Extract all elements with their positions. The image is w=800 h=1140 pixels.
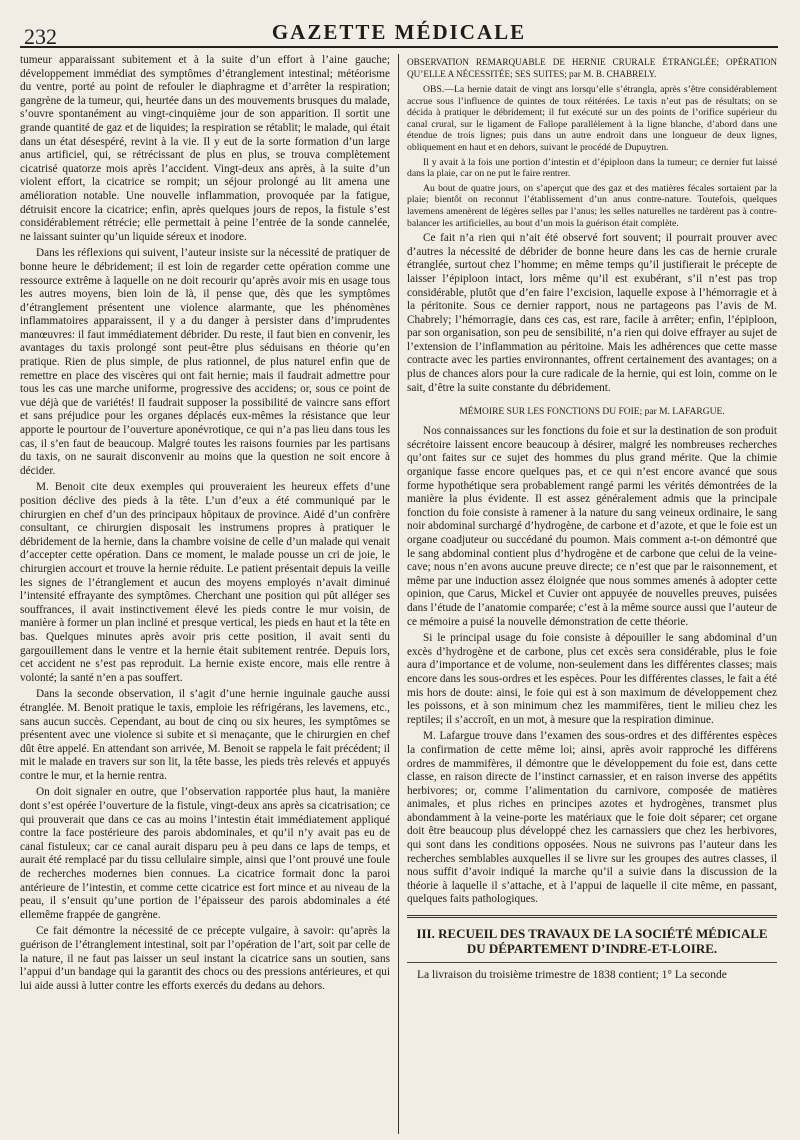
observation-title: OBSERVATION REMARQUABLE DE HERNIE CRURALE ÉTRANGLÉE; OPÉRATION QU’ELLE A NÉCESSITÉE; SES SUITES; par M. B. CHABRELY.: [407, 57, 777, 79]
page-header: [20, 10, 778, 48]
section-divider: [407, 962, 777, 963]
running-title: GAZETTE MÉDICALE: [271, 20, 527, 44]
paragraph: M. Lafargue trouve dans l’examen des sous-ordres et des différentes espèces la confirmation de cette même loi; ainsi, après avoir rapproché les différens ordres de mammifères, il démontre que le développement du foie est, dans cette classe, en raison directe de l’instinct carnassier, et en raison inverse des appétits herbivores; or, comme l’alimentation du carnivore, composée de matières animales, et plus riches en principes azotes et hydrogènes, transmet plus abondamment à la veine-porte les matériaux que le foie doit séparer; cet organe doit être beaucoup plus développé chez les carnassiers que chez les herbivores, qui sont dans les conditions opposées. Nous ne suivrons pas l’auteur dans les recherches semblables auxquelles il se livre sur les groupes des autres classes, il nous suffit d’avoir indiqué la marche qu’il a suivie dans la discussion de la théorie à laquelle il s’attache, et à l’appui de laquelle il cite même, en passant, quelques faits pathologiques.: [407, 730, 777, 906]
page-number: 232: [24, 24, 57, 49]
paragraph: Ce fait démontre la nécessité de ce précepte vulgaire, à savoir: qu’après la guérison de l’étranglement intestinal, soit par l’opération de l’art, soit par celle de la nature, il ne faut pas laisser un seul instant la cicatrice sans un soutien, sans l’appui d’un bandage qui la garantit des chocs ou des pressions antérieures, et qui lui aide aussi à lutter contre les efforts exercés du dedans au dehors.: [20, 925, 390, 992]
paragraph: OBS.—La hernie datait de vingt ans lorsqu’elle s’étrangla, après s’être considérablement accrue sous l’influence de quintes de toux réitérées. Le taxis n’eut pas de résultats; on se décida à pratiquer le débridement; il fut exécuté sur un des points de l’orifice supérieur du canal crural, sur le ligament de Fallope parallèlement à la ligne blanche, d’abord dans une étendue de trois lignes; puis dans un autre endroit dans une longueur de deux lignes, obliquement en haut et en dehors, suivant le procédé de Dupuytren.: [407, 84, 777, 153]
column-divider: [398, 54, 399, 1134]
right-column: [407, 54, 777, 1134]
paragraph: Nos connaissances sur les fonctions du foie et sur la destination de son produit sécrétoire laissent encore beaucoup à désirer, malgré les nombreuses recherches qu’ont faites sur ce sujet des hommes du plus grand mérite. Que la chimie organique fasse encore quelques pas, et ce qui n’est encore avancé que sous forme hypothétique sera probablement rangé parmi les vérités démontrées de la manière la plus évidente. Il est assez généralement admis que la principale fonction du foie consiste à ramener à la nature du sang veineux ordinaire, le sang noir abdominal surchargé d’hydrogène, de carbone et d’azote, et que le foie est un organe coadjuteur ou succédané du poumon. Mais comment a-t-on démontré que le sang abdominal contient plus d’hydrogène et de carbone que celui de la veine-cave; nous n’en avons aucune preuve directe; ce n’est que par le raisonnement, et même par une induction assez éloignée que nous sommes amenés à adopter cette opinion, que Carus, Mickel et Cuvier ont appuyée de nouvelles preuves, puisées dans l’étude de l’anatomie comparée; c’est à la même source aussi que l’auteur de ce mémoire a puisé la nouvelle démonstration de cette théorie.: [407, 425, 777, 628]
two-column-body: [20, 54, 778, 1134]
society-intro: La livraison du troisième trimestre de 1838 contient; 1° La seconde: [417, 969, 727, 982]
paragraph: Dans la seconde observation, il s’agit d’une hernie inguinale gauche aussi étranglée. M. Benoit pratique le taxis, emploie les réfrigérans, les lavemens, etc., sans aucun succès. Cependant, au bout de cinq ou six heures, les symptômes se présentent avec une violence si subite et si menaçante, que le chirurgien en chef dût être appelé. En attendant son arrivée, M. Benoit se rappela le fait précédent; il mit le malade en travers sur son lit, la tête basse, les pieds très relevés et appuyés contre le mur, et la hernie rentra.: [20, 688, 390, 782]
memoir-title: MÉMOIRE SUR LES FONCTIONS DU FOIE; par M. LAFARGUE.: [459, 407, 725, 418]
paragraph: Si le principal usage du foie consiste à dépouiller le sang abdominal d’un excès d’hydrogène et de carbone, plus cet excès sera considérable, plus le foie aura d’importance et de volume, non-seulement dans les différentes classes; mais encore dans les sous-ordres et les espèces. Pour les différentes classes, le fait a été mis hors de doute: ainsi, le foie qui est à son maximum de développement chez les poissons, et à son minimum chez les mammifères, tient le milieu chez les reptiles; il s’accroît, en un mot, à mesure que la respiration diminue.: [407, 632, 777, 726]
paragraph: Il y avait à la fois une portion d’intestin et d’épiploon dans la tumeur; ce dernier fut laissé dans la plaie, car on ne put le faire rentrer.: [407, 156, 777, 180]
paragraph: Dans les réflexions qui suivent, l’auteur insiste sur la nécessité de pratiquer de bonne heure le débridement; il est loin de regarder cette opération comme une ressource extrême à laquelle on ne doit recourir qu’après avoir mis en usage tous les autres moyens, bien loin de là, il pense que, dès que les symptômes d’étranglement présentent une violence alarmante, que les phénomènes inflammatoires apparaissent, il y a du danger à persister dans d’imprudentes manœuvres: il faut immédiatement débrider. Du reste, il faut bien en convenir, les avantages du taxis prolongé sont peut-être plus séduisans en théorie qu’en pratique. Rien de plus simple, de plus rationnel, de plus naturel enfin que de remettre en place des viscères qui ont fait hernie; mais il faudrait admettre pour tous les cas une marche uniforme, progressive des accidens; or, sous ce point de vue déjà que de variétés! Il faudrait supposer la possibilité de vaincre sans effort et sans préjudice pour les organes déplacés eux-mêmes la résistance que leur apporte le pourtour de l’ouverture aponévrotique, ce qui n’a pas lieu dans tous les cas, il s’en faut de beaucoup. Malgré toutes les raisons fournies par les partisans du taxis, on ne saurait disconvenir au moins que la question ne soit encore à décider.: [20, 247, 390, 477]
section-divider: [407, 915, 777, 918]
society-title: III. RECUEIL DES TRAVAUX DE LA SOCIÉTÉ MÉDICALE DU DÉPARTEMENT D’INDRE-ET-LOIRE.: [416, 926, 768, 957]
paragraph: tumeur apparaissant subitement et à la suite d’un effort à l’aine gauche; développement immédiat des symptômes d’étranglement intestinal; météorisme du ventre, porté au point de refouler le diaphragme et d’arrêter la respiration; gangrène de la tumeur, qui, heurtée dans un des mouvements brusques du malade, s’ouvre spontanément au vingt-cinquième jour de son apparition. Il sortit une grande quantité de gaz et de liquides; la respiration se rétablit; le malade, qui était dans un état désespéré, revint à la vie. Il y eut de la sorte formation d’un large anus artificiel, qui, se rétrécissant de plus en plus, se trouva complètement cicatrisé quatorze mois après l’accident. Vingt-deux ans après, à la suite d’un violent effort, la cicatrice se rompit; un séjour prolongé au lit amena une amélioration notable. Une nouvelle inflammation, provoquée par la fatigue, détruisit encore la cicatrice; enfin, après quelques jours de repos, la fistule s’est considérablement rétrécie; elle permettait à peine l’entrée de la sonde cannelée, ne laissant suinter qu’un liquide séreux et inodore.: [20, 54, 390, 243]
paragraph: Au bout de quatre jours, on s’aperçut que des gaz et des matières fécales sortaient par la plaie; bientôt on reconnut l’établissement d’un anus contre-nature. Toutefois, quelques lavemens amenèrent de légères selles par l’anus; les selles naturelles ne tardèrent pas à contre-balancer les artificielles, au bout d’un mois la guérison était complète.: [407, 182, 777, 229]
paragraph: M. Benoit cite deux exemples qui prouveraient les heureux effets d’une position déclive des pieds à la tête. L’un d’eux a été communiqué par le chirurgien en chef d’un des principaux hôpitaux de province. Aidé d’un confrère consultant, ce chirurgien disposait les instrumens propres à pratiquer le débridement de la hernie, dans la chambre voisine de celle d’un malade qui venait d’accepter cette opération. Dans ce moment, le malade pousse un cri de joie, le chirurgien accourt et trouve la hernie réduite. Le patient présentait depuis la veille les signes de l’étranglement et aucun des moyens employés n’avait diminué l’intensité effrayante des symptômes. Cherchant une position qui pût alléger ses souffrances, il avait instinctivement élevé les pieds contre le mur voisin, de manière à former un plan incliné et presque vertical, les pieds en haut et la tête en bas. Quelques minutes après avoir pris cette position, il avait senti du gargouillement dans le ventre et la hernie était subitement rentrée. Depuis lors, cet accident ne s’est pas reproduit. La hernie existe encore, mais elle rentre à volonté; la santé n’en a pas souffert.: [20, 481, 390, 684]
observation-body: [407, 84, 777, 229]
paragraph: On doit signaler en outre, que l’observation rapportée plus haut, la manière dont s’est opérée l’ouverture de la fistule, vingt-deux ans après sa cicatrisation; ce qui prouverait que dans ce cas au moins l’intestin était immédiatement appliqué contre la face postérieure des parois abdominales, et qu’il n’y avait pas eu de canal fistuleux; car ce canal aurait disparu peu à peu dans ce laps de temps, et aurait été remplacé par du tissu cellulaire simple, ainsi que l’ont prouvé une foule de recherches modernes bien connues. La cicatrice formait donc la paroi antérieure de l’intestin, et comme cette cicatrice est fort mince et au niveau de la peau, il s’ensuit qu’une portion de l’épaisseur des parois abdominales a été ellemême frappée de gangrène.: [20, 786, 390, 921]
commentary-paragraph: Ce fait n’a rien qui n’ait été observé fort souvent; il pourrait prouver avec d’autres la nécessité de débrider de bonne heure dans les cas de hernie crurale étranglée, surtout chez l’homme; en même temps qu’il justifierait le précepte de laisser l’épiploon intact, lors même qu’il est exubérant, s’il n’est pas trop considérable, plutôt que d’en faire l’excision, laquelle expose à l’hémorragie et à la péritonite. Sous ce dernier rapport, nous ne partageons pas l’avis de M. Chabrely; l’hémorragie, dans ces cas, est rare, facile à arrêter; enfin, l’épiploon, par son organisation, son peu de sensibilité, n’a rien qui doive effrayer au sujet de l’extension de l’inflammation au péritoine. Mais les adhérences que cette masse contracte avec les parties environnantes, offrent certainement des avantages; on a plus de chances alors pour la cure radicale de la hernie, qui est loin, comme on le sait, d’être la suite constante du débridement.: [407, 232, 777, 394]
left-column: [20, 54, 390, 1134]
